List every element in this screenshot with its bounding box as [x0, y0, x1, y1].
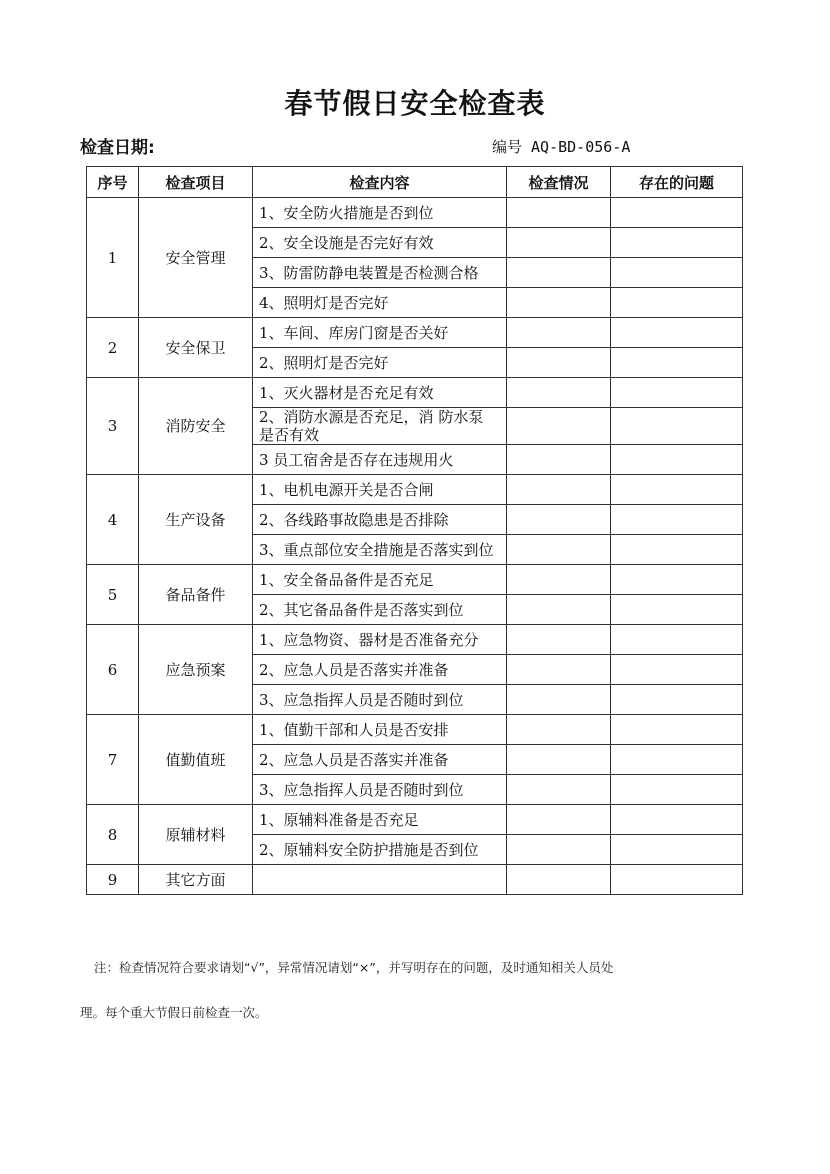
table-row — [87, 565, 743, 595]
problems-cell[interactable] — [611, 505, 743, 535]
table-body — [87, 198, 743, 895]
problems-cell[interactable] — [611, 228, 743, 258]
row-check-category: 安全保卫 — [139, 318, 253, 378]
check-content-cell: 2、原辅料安全防护措施是否到位 — [253, 835, 507, 865]
row-check-category: 备品备件 — [139, 565, 253, 625]
check-content-cell: 1、电机电源开关是否合闸 — [253, 475, 507, 505]
table-row — [87, 475, 743, 505]
problems-cell[interactable] — [611, 378, 743, 408]
table-row — [87, 378, 743, 408]
problems-cell[interactable] — [611, 715, 743, 745]
document-code: 编号 AQ-BD-056-A — [492, 138, 631, 156]
check-status-cell[interactable] — [507, 565, 611, 595]
inspection-date-label: 检查日期: — [80, 138, 155, 158]
check-content-cell: 3、重点部位安全措施是否落实到位 — [253, 535, 507, 565]
problems-cell[interactable] — [611, 865, 743, 895]
check-content-cell: 1、安全防火措施是否到位 — [253, 198, 507, 228]
header-content: 检查内容 — [253, 167, 507, 198]
row-check-category: 安全管理 — [139, 198, 253, 318]
row-serial-number: 8 — [87, 805, 139, 865]
check-status-cell[interactable] — [507, 505, 611, 535]
problems-cell[interactable] — [611, 835, 743, 865]
check-content-cell: 3、防雷防静电装置是否检测合格 — [253, 258, 507, 288]
check-status-cell[interactable] — [507, 348, 611, 378]
problems-cell[interactable] — [611, 685, 743, 715]
table-row — [87, 318, 743, 348]
row-serial-number: 4 — [87, 475, 139, 565]
problems-cell[interactable] — [611, 408, 743, 445]
table-row — [87, 805, 743, 835]
check-content-cell: 4、照明灯是否完好 — [253, 288, 507, 318]
row-check-category: 生产设备 — [139, 475, 253, 565]
check-content-cell: 2、应急人员是否落实并准备 — [253, 655, 507, 685]
row-serial-number: 5 — [87, 565, 139, 625]
check-content-cell: 1、值勤干部和人员是否安排 — [253, 715, 507, 745]
check-content-cell: 1、原辅料准备是否充足 — [253, 805, 507, 835]
table-row — [87, 715, 743, 745]
check-status-cell[interactable] — [507, 805, 611, 835]
check-status-cell[interactable] — [507, 835, 611, 865]
check-content-cell: 3、应急指挥人员是否随时到位 — [253, 685, 507, 715]
problems-cell[interactable] — [611, 475, 743, 505]
table-row — [87, 625, 743, 655]
check-status-cell[interactable] — [507, 535, 611, 565]
row-check-category: 消防安全 — [139, 378, 253, 475]
problems-cell[interactable] — [611, 288, 743, 318]
note-line-2: 理。每个重大节假日前检查一次。 — [80, 1005, 268, 1020]
check-status-cell[interactable] — [507, 625, 611, 655]
check-status-cell[interactable] — [507, 378, 611, 408]
header-problems: 存在的问题 — [611, 167, 743, 198]
check-status-cell[interactable] — [507, 655, 611, 685]
problems-cell[interactable] — [611, 318, 743, 348]
check-status-cell[interactable] — [507, 408, 611, 445]
problems-cell[interactable] — [611, 445, 743, 475]
check-content-cell: 1、灭火器材是否充足有效 — [253, 378, 507, 408]
header-item: 检查项目 — [139, 167, 253, 198]
check-content-cell: 3、应急指挥人员是否随时到位 — [253, 775, 507, 805]
check-content-cell: 2、各线路事故隐患是否排除 — [253, 505, 507, 535]
check-status-cell[interactable] — [507, 685, 611, 715]
note-line-1: 注：检查情况符合要求请划“√”，异常情况请划“×”，并写明存在的问题，及时通知相关人员处 — [94, 960, 614, 975]
problems-cell[interactable] — [611, 535, 743, 565]
problems-cell[interactable] — [611, 805, 743, 835]
page-title: 春节假日安全检查表 — [284, 87, 546, 120]
problems-cell[interactable] — [611, 595, 743, 625]
check-status-cell[interactable] — [507, 198, 611, 228]
check-status-cell[interactable] — [507, 865, 611, 895]
check-status-cell[interactable] — [507, 715, 611, 745]
check-content-cell: 2、其它备品备件是否落实到位 — [253, 595, 507, 625]
check-status-cell[interactable] — [507, 745, 611, 775]
problems-cell[interactable] — [611, 745, 743, 775]
check-status-cell[interactable] — [507, 595, 611, 625]
check-content-cell — [253, 865, 507, 895]
check-content-cell: 1、应急物资、器材是否准备充分 — [253, 625, 507, 655]
inspection-table — [86, 166, 743, 895]
row-check-category: 应急预案 — [139, 625, 253, 715]
row-serial-number: 2 — [87, 318, 139, 378]
header-status: 检查情况 — [507, 167, 611, 198]
row-serial-number: 9 — [87, 865, 139, 895]
problems-cell[interactable] — [611, 625, 743, 655]
row-serial-number: 3 — [87, 378, 139, 475]
row-check-category: 其它方面 — [139, 865, 253, 895]
problems-cell[interactable] — [611, 775, 743, 805]
table-header-row — [87, 167, 743, 198]
check-status-cell[interactable] — [507, 258, 611, 288]
check-status-cell[interactable] — [507, 445, 611, 475]
problems-cell[interactable] — [611, 198, 743, 228]
check-status-cell[interactable] — [507, 228, 611, 258]
problems-cell[interactable] — [611, 565, 743, 595]
row-serial-number: 1 — [87, 198, 139, 318]
check-status-cell[interactable] — [507, 475, 611, 505]
check-content-cell: 2、安全设施是否完好有效 — [253, 228, 507, 258]
row-serial-number: 6 — [87, 625, 139, 715]
check-status-cell[interactable] — [507, 318, 611, 348]
problems-cell[interactable] — [611, 258, 743, 288]
row-serial-number: 7 — [87, 715, 139, 805]
row-check-category: 值勤值班 — [139, 715, 253, 805]
table-row — [87, 865, 743, 895]
check-content-cell: 2、应急人员是否落实并准备 — [253, 745, 507, 775]
check-status-cell[interactable] — [507, 775, 611, 805]
table-row — [87, 198, 743, 228]
row-check-category: 原辅材料 — [139, 805, 253, 865]
check-content-cell: 3 员工宿舍是否存在违规用火 — [253, 445, 507, 475]
check-content-cell: 1、车间、库房门窗是否关好 — [253, 318, 507, 348]
check-content-cell: 1、安全备品备件是否充足 — [253, 565, 507, 595]
header-serial: 序号 — [87, 167, 139, 198]
problems-cell[interactable] — [611, 348, 743, 378]
check-content-cell: 2、照明灯是否完好 — [253, 348, 507, 378]
problems-cell[interactable] — [611, 655, 743, 685]
check-status-cell[interactable] — [507, 288, 611, 318]
check-content-cell: 2、消防水源是否充足，消 防水泵 是否有效 — [253, 408, 507, 445]
